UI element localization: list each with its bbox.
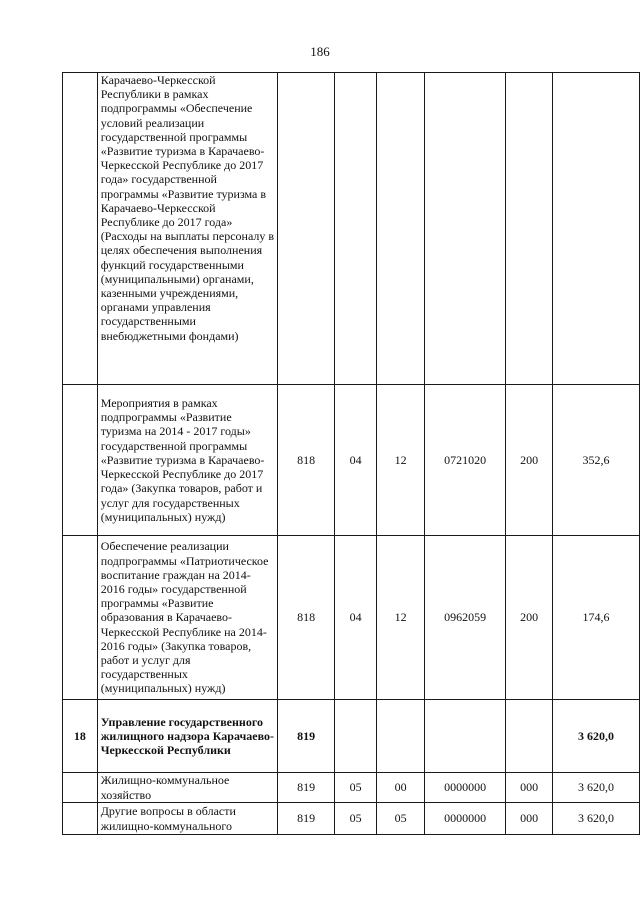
section-code-cell: 05 (334, 773, 377, 803)
row-number-cell (63, 73, 98, 385)
subsection-code-cell: 05 (377, 803, 424, 835)
row-number-cell (63, 385, 98, 536)
expense-type-cell: 200 (506, 385, 553, 536)
row-number-cell (63, 536, 98, 700)
table-row (63, 536, 640, 700)
table-row (63, 773, 640, 803)
section-code-cell: 04 (334, 385, 377, 536)
row-name-cell: Управление государственного жилищного надзора Карачаево-Черкесской Республики (97, 700, 278, 773)
expense-type-cell: 000 (506, 773, 553, 803)
amount-cell: 3 620,0 (552, 773, 639, 803)
ministry-code-cell: 819 (278, 773, 334, 803)
target-article-cell: 0000000 (424, 803, 505, 835)
row-name-cell: Мероприятия в рамках подпрограммы «Развитие туризма на 2014 - 2017 годы» государственной программы «Развитие туризма в Карачаево-Черкесской Республике до 2017 года» (Закупка товаров, работ и услуг для государственных (муниципальных) нужд) (97, 385, 278, 536)
subsection-code-cell (377, 700, 424, 773)
row-number-cell (63, 803, 98, 835)
target-article-cell: 0962059 (424, 536, 505, 700)
target-article-cell: 0721020 (424, 385, 505, 536)
subsection-code-cell (377, 73, 424, 385)
target-article-cell: 0000000 (424, 773, 505, 803)
expense-type-cell (506, 700, 553, 773)
table-row (63, 385, 640, 536)
page-number: 186 (310, 44, 330, 59)
amount-cell: 174,6 (552, 536, 639, 700)
amount-cell: 3 620,0 (552, 700, 639, 773)
row-name-cell: Карачаево-Черкесской Республики в рамках подпрограммы «Обеспечение условий реализации государственной программы «Развитие туризма в Карачаево-Черкесской Республике до 2017 года» государственной программы «Развитие туризма в Карачаево-Черкесской Республике до 2017 года» (Расходы на выплаты персоналу в целях обеспечения выполнения функций государственными (муниципальными) органами, казенными учреждениями, органами управления государственными внебюджетными фондами) (97, 73, 278, 385)
expense-type-cell: 200 (506, 536, 553, 700)
subsection-code-cell: 12 (377, 536, 424, 700)
ministry-code-cell: 819 (278, 700, 334, 773)
subsection-code-cell: 12 (377, 385, 424, 536)
row-number-cell (63, 773, 98, 803)
section-code-cell: 05 (334, 803, 377, 835)
ministry-code-cell: 818 (278, 385, 334, 536)
row-name-cell: Другие вопросы в области жилищно-коммунального (97, 803, 278, 835)
amount-cell (552, 73, 639, 385)
subsection-code-cell: 00 (377, 773, 424, 803)
amount-cell: 3 620,0 (552, 803, 639, 835)
expense-type-cell (506, 73, 553, 385)
ministry-code-cell: 818 (278, 536, 334, 700)
table-row (63, 803, 640, 835)
row-number-cell: 18 (63, 700, 98, 773)
amount-cell: 352,6 (552, 385, 639, 536)
ministry-code-cell (278, 73, 334, 385)
table-row (63, 73, 640, 385)
section-code-cell (334, 700, 377, 773)
row-name-cell: Жилищно-коммунальное хозяйство (97, 773, 278, 803)
target-article-cell (424, 700, 505, 773)
row-name-cell: Обеспечение реализации подпрограммы «Патриотическое воспитание граждан на 2014-2016 годы» государственной программы «Развитие образования в Карачаево-Черкесской Республике на 2014-2016 годы» (Закупка товаров, работ и услуг для государственных (муниципальных) нужд) (97, 536, 278, 700)
budget-table (62, 72, 640, 835)
ministry-code-cell: 819 (278, 803, 334, 835)
table-row (63, 700, 640, 773)
section-code-cell: 04 (334, 536, 377, 700)
expense-type-cell: 000 (506, 803, 553, 835)
section-code-cell (334, 73, 377, 385)
target-article-cell (424, 73, 505, 385)
